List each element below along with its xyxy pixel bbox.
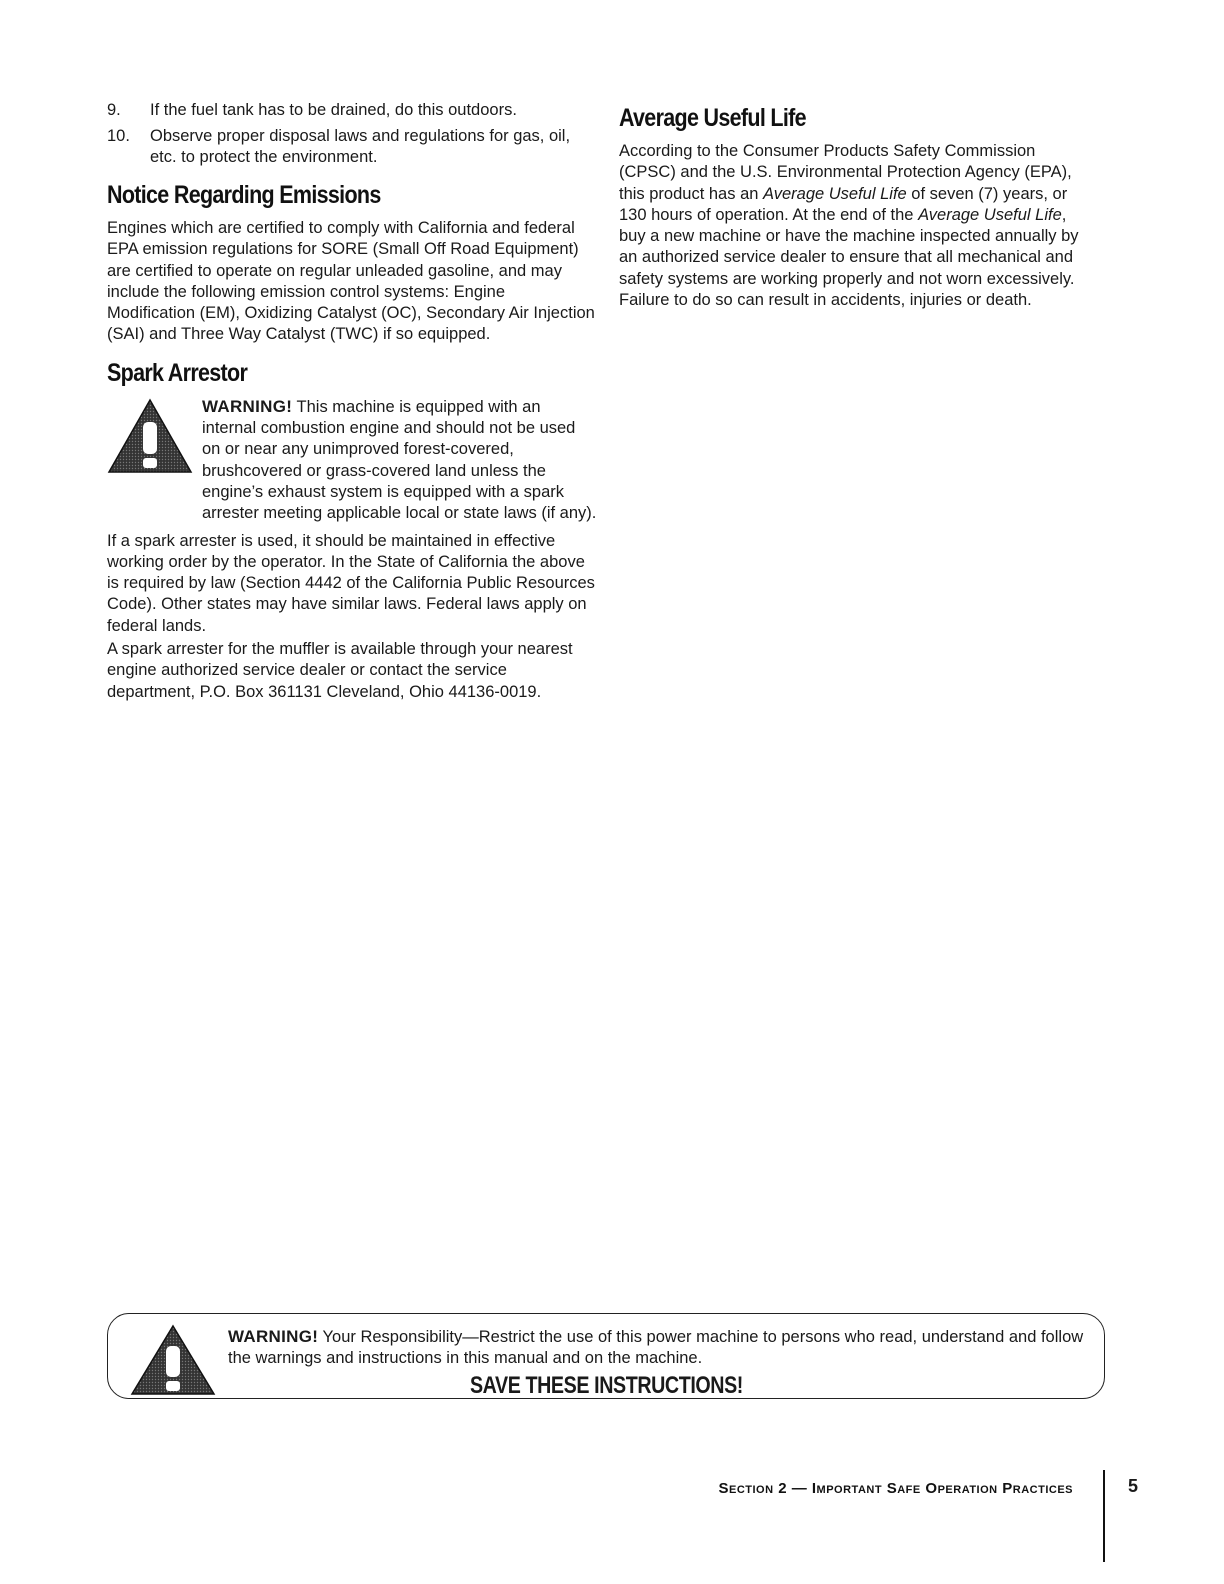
list-number: 9. — [107, 101, 121, 119]
body-italic: Average Useful Life — [763, 184, 907, 203]
list-text: Observe proper disposal laws and regulations for gas, oil, etc. to protect the environment. — [150, 127, 571, 166]
spark-warning — [107, 396, 597, 525]
warning-body: Your Responsibility—Restrict the use of this power machine to persons who read, understand and follow the warnings and instructions in this manual and on the machine. — [228, 1328, 1084, 1368]
page-number: 5 — [1128, 1476, 1139, 1496]
responsibility-warning-text — [228, 1326, 1088, 1370]
list-item — [107, 100, 597, 121]
warning-label: WARNING! — [228, 1327, 319, 1346]
list-item — [107, 126, 597, 168]
spark-paragraph-2: A spark arrester for the muffler is available through your nearest engine authorized service dealer or contact the service department, P.O. Box 361131 Cleveland, Ohio 44136-0019. — [107, 640, 573, 701]
emissions-body: Engines which are certified to comply with California and federal EPA emission regulations for SORE (Small Off Road Equipment) are certified to operate on regular unleaded gasoline, and may include the following emission control systems: Engine Modification (EM), Oxidizing Catalyst (OC), Secondary Air Injection (SAI) and Three Way Catalyst (TWC) if so equipped. — [107, 219, 595, 344]
left-column — [107, 100, 597, 705]
body-text: According to the Consumer Products Safety Commission (CPSC) and the U.S. Environmental Protection Agency (EPA), this product has an — [619, 142, 1072, 203]
warning-label: WARNING! — [202, 396, 293, 416]
save-instructions — [108, 1372, 1104, 1400]
list-number: 10. — [107, 127, 130, 145]
warning-triangle-icon — [107, 396, 202, 525]
responsibility-warning-box — [107, 1313, 1105, 1399]
emissions-heading: Notice Regarding Emissions — [107, 181, 381, 209]
body-text: of seven (7) years, or 130 hours of operation. At the end of the — [619, 184, 1068, 224]
average-useful-life-heading: Average Useful Life — [619, 104, 806, 132]
right-column — [619, 103, 1089, 313]
list-text: If the fuel tank has to be drained, do this outdoors. — [150, 101, 517, 119]
footer-divider — [1103, 1470, 1105, 1562]
spark-arrestor-heading: Spark Arrestor — [107, 358, 248, 387]
footer-section-title: Section 2 — Important Safe Operation Practices — [718, 1480, 1073, 1497]
spark-paragraph-1: If a spark arrester is used, it should be maintained in effective working order by the operator. In the State of California the above is required by law (Section 4442 of the California Public Resources Code). Other states may have similar laws. Federal laws apply on federal lands. — [107, 531, 595, 635]
warning-body: This machine is equipped with an internal combustion engine and should not be used on or near any unimproved forest-covered, brushcovered or grass-covered land unless the engine’s exhaust system is equipped with a spark arrester meeting applicable local or state laws (if any). — [202, 397, 597, 523]
body-text: , buy a new machine or have the machine inspected annually by an authorized service dealer to ensure that all mechanical and safety systems are working properly and not worn excessively. Failure to do so can result in accidents, injuries or death. — [619, 205, 1079, 310]
spark-warning-text — [202, 396, 597, 525]
average-useful-life-body — [619, 141, 1089, 311]
save-instructions-text: SAVE THESE INSTRUCTIONS! — [469, 1372, 743, 1399]
body-italic: Average Useful Life — [918, 205, 1062, 224]
